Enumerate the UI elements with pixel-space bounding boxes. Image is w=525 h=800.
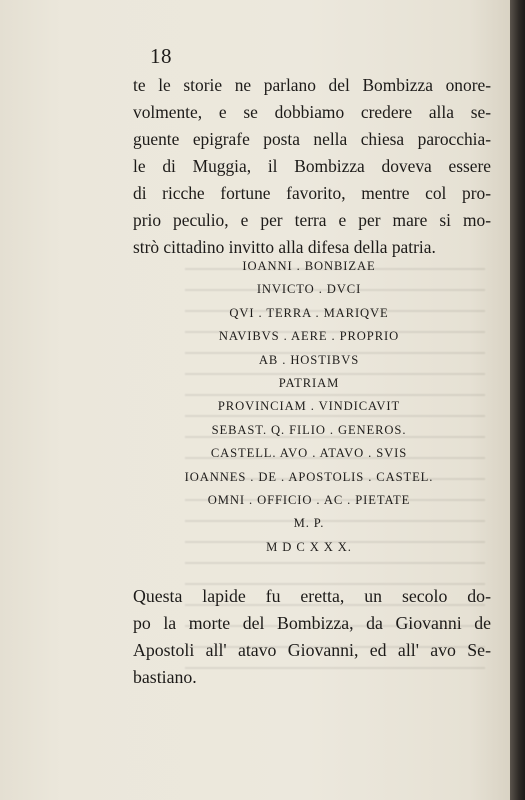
inscription-line: INVICTO . DVCI xyxy=(256,282,362,297)
paragraph-line: guente epigrafe posta nella chiesa parocchia- xyxy=(133,129,491,149)
inscription-line: M. P. xyxy=(293,516,325,531)
paragraph-line: volmente, e se dobbiamo credere alla se- xyxy=(133,102,491,122)
paragraph-2 xyxy=(133,583,491,691)
book-gutter-edge xyxy=(510,0,525,800)
paragraph-line: Questa lapide fu eretta, un secolo do- xyxy=(133,586,491,606)
inscription-line: SEBAST. Q. FILIO . GENEROS. xyxy=(211,422,407,437)
paragraph-line: le di Muggia, il Bombizza doveva essere xyxy=(133,156,491,176)
inscription-line: IOANNI . BONBIZAE xyxy=(242,259,376,273)
paragraph-1 xyxy=(133,72,491,261)
inscription-line: NAVIBVS . AERE . PROPRIO xyxy=(218,329,400,344)
epigraph-inscription xyxy=(150,255,468,559)
inscription-line: QVI . TERRA . MARIQVE xyxy=(229,305,389,320)
inscription-line: CASTELL. AVO . ATAVO . SVIS xyxy=(210,446,408,461)
inscription-line: PATRIAM xyxy=(278,375,340,390)
paragraph-line: di ricche fortune favorito, mentre col pro- xyxy=(133,183,491,203)
inscription-line: M D C X X X. xyxy=(266,539,352,554)
paragraph-line: te le storie ne parlano del Bombizza onore- xyxy=(133,75,491,95)
inscription-line: OMNI . OFFICIO . AC . PIETATE xyxy=(207,492,411,507)
inscription-line: IOANNES . DE . APOSTOLIS . CASTEL. xyxy=(184,469,434,484)
paragraph-line: prio peculio, e per terra e per mare si mo- xyxy=(133,210,491,230)
inscription-line: AB . HOSTIBVS xyxy=(258,352,360,367)
paragraph-line: bastiano. xyxy=(133,667,197,687)
paragraph-line: Apostoli all' atavo Giovanni, ed all' avo Se- xyxy=(133,640,491,660)
page-number: 18 xyxy=(150,44,172,68)
paragraph-line: strò cittadino invitto alla difesa della patria. xyxy=(133,237,436,257)
paragraph-line: po la morte del Bombizza, da Giovanni de xyxy=(133,613,491,633)
inscription-line: PROVINCIAM . VINDICAVIT xyxy=(217,399,401,414)
